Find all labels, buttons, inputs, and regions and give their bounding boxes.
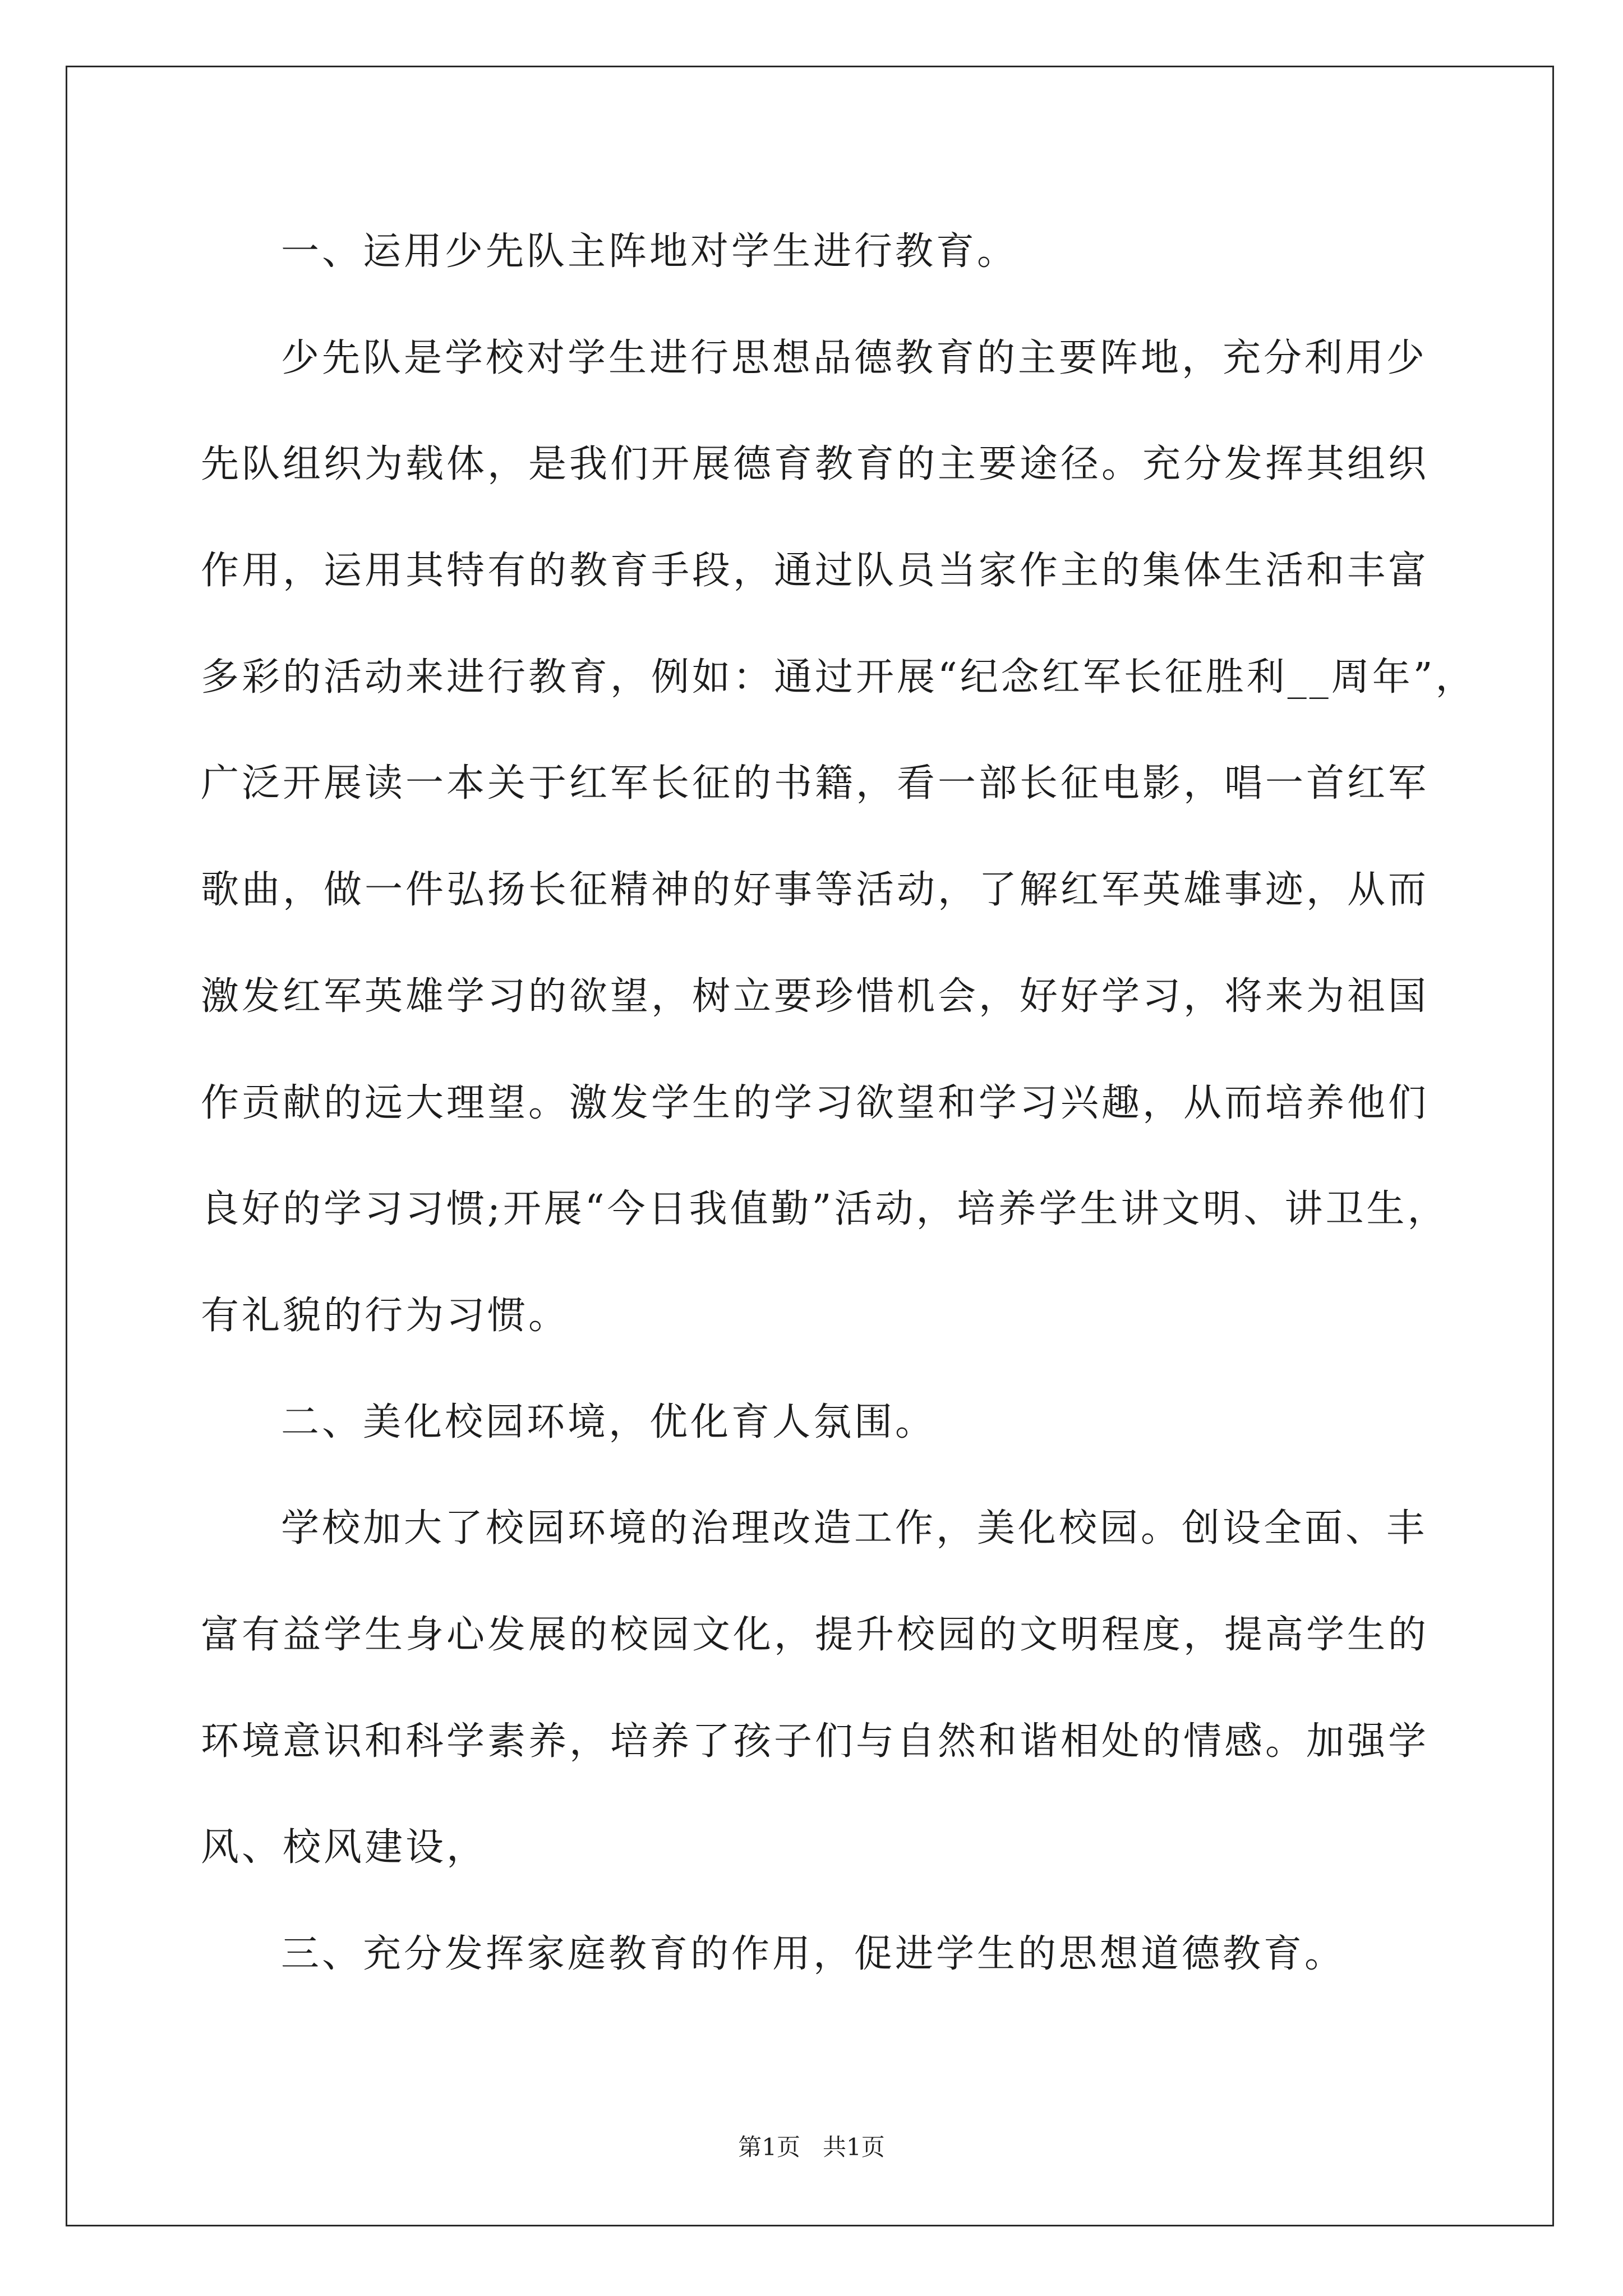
paragraph-line: 良好的学习习惯;开展“今日我值勤”活动，培养学生讲文明、讲卫生， xyxy=(201,1187,1449,1232)
document-body xyxy=(201,199,1547,2008)
paragraph-line: 激发红军英雄学习的欲望，树立要珍惜机会，好好学习，将来为祖国 xyxy=(201,974,1430,1019)
paragraph-line: 少先队是学校对学生进行思想品德教育的主要阵地，充分利用少 xyxy=(281,335,1428,380)
paragraph-line: 多彩的活动来进行教育，例如：通过开展“纪念红军长征胜利__周年”， xyxy=(201,655,1477,700)
paragraph-line: 学校加大了校园环境的治理改造工作，美化校园。创设全面、丰 xyxy=(281,1506,1428,1551)
paragraph-line: 环境意识和科学素养，培养了孩子们与自然和谐相处的情感。加强学 xyxy=(201,1719,1430,1764)
paragraph-line: 风、校风建设， xyxy=(201,1825,488,1870)
section-heading-2 xyxy=(201,1369,1547,1476)
paragraph-line: 二、美化校园环境，优化育人氛围。 xyxy=(281,1400,937,1444)
paragraph-line: 三、充分发挥家庭教育的作用，促进学生的思想道德教育。 xyxy=(281,1932,1346,1976)
paragraph-line: 富有益学生身心发展的校园文化，提升校园的文明程度，提高学生的 xyxy=(201,1612,1430,1657)
paragraph-line: 作用，运用其特有的教育手段，通过队员当家作主的集体生活和丰富 xyxy=(201,549,1430,593)
section-heading-1 xyxy=(201,199,1547,305)
paragraph-line: 先队组织为载体，是我们开展德育教育的主要途径。充分发挥其组织 xyxy=(201,442,1430,487)
paragraph-line: 一、运用少先队主阵地对学生进行教育。 xyxy=(281,229,1018,274)
paragraph-line: 作贡献的远大理望。激发学生的学习欲望和学习兴趣，从而培养他们 xyxy=(201,1080,1430,1125)
paragraph-line: 歌曲，做一件弘扬长征精神的好事等活动，了解红军英雄事迹，从而 xyxy=(201,868,1430,913)
paragraph-line: 广泛开展读一本关于红军长征的书籍，看一部长征电影，唱一首红军 xyxy=(201,761,1430,806)
paragraph-2 xyxy=(201,1475,1547,1901)
paragraph-1 xyxy=(201,305,1547,1369)
paragraph-line: 有礼貌的行为习惯。 xyxy=(201,1293,570,1338)
section-heading-3 xyxy=(201,1901,1547,2008)
page-number-footer: 第1页 共1页 xyxy=(738,2133,885,2161)
